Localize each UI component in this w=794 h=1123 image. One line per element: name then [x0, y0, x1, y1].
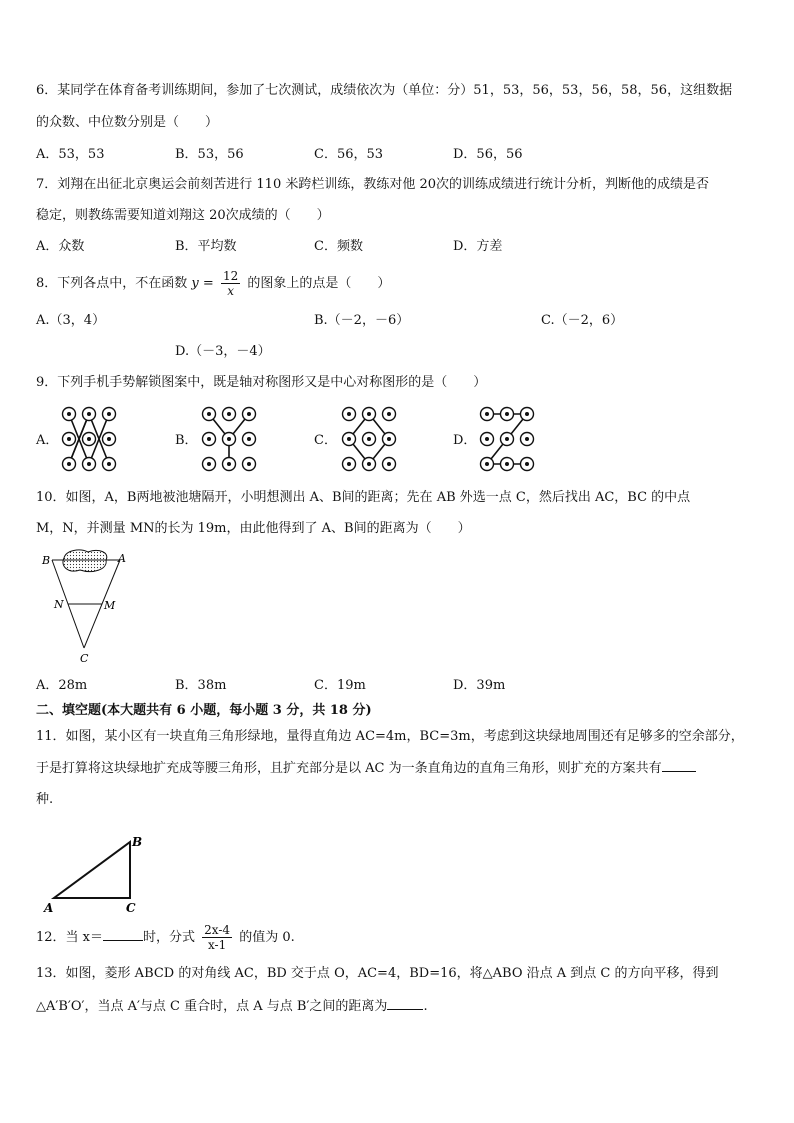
- lock-dot-center: [227, 462, 231, 466]
- lock-dot-center: [485, 462, 489, 466]
- q11-answer-blank[interactable]: [662, 759, 696, 772]
- q8-option-d: D.（－3，－4）: [175, 344, 271, 359]
- lock-dot-center: [525, 437, 529, 441]
- q8-func-y: y: [191, 276, 199, 291]
- lock-dot-center: [107, 462, 111, 466]
- q13-stem-line1: 13．如图，菱形 ABCD 的对角线 AC，BD 交于点 O，AC=4，BD=16，将△ABO 沿点 A 到点 C 的方向平移，得到: [36, 966, 719, 981]
- q7-stem-line1: 7．刘翔在出征北京奥运会前刻苦进行 110 米跨栏训练，教练对他 20次的训练成绩进行统计分析，判断他的成绩是否: [36, 177, 710, 192]
- q11-stem-line1: 11．如图，某小区有一块直角三角形绿地，量得直角边 AC=4m，BC=3m，考虑到这块绿地周围还有足够多的空余部分，: [36, 729, 744, 744]
- lock-dot-center: [227, 437, 231, 441]
- q9-pattern-c: [340, 404, 398, 472]
- q8-option-b: B.（－2，－6）: [314, 313, 410, 328]
- q10-stem-line2: M，N，并测量 MN的长为 19m，由此他得到了 A、B间的距离为（ ）: [36, 521, 471, 536]
- q10-option-b: B．38m: [175, 678, 227, 693]
- q11-triangle-figure: [40, 832, 160, 916]
- q11-stem-line2: [36, 759, 696, 778]
- q12-frac-den: x-1: [207, 938, 227, 952]
- q6-option-c: C．56，53: [314, 147, 384, 162]
- q6-option-d: D．56，56: [453, 147, 523, 162]
- lock-dot-center: [247, 412, 251, 416]
- q10-label-a: A: [118, 552, 126, 565]
- lock-dot-center: [207, 412, 211, 416]
- q12-suffix: 的值为 0.: [239, 930, 295, 945]
- q13-line2-text: △A′B′O′，当点 A′与点 C 重合时，点 A 与点 B′之间的距离为: [36, 999, 388, 1014]
- lock-dot-center: [525, 412, 529, 416]
- q9-option-d: D．: [453, 433, 477, 448]
- q8-frac-num: 12: [222, 269, 239, 283]
- q8-prefix: 8．下列各点中，不在函数: [36, 276, 188, 291]
- lock-dot-center: [107, 437, 111, 441]
- q10-option-c: C．19m: [314, 678, 366, 693]
- q8-option-a: A.（3，4）: [36, 313, 106, 328]
- lock-dot-center: [367, 437, 371, 441]
- lock-dot-center: [67, 412, 71, 416]
- q10-label-b: B: [42, 554, 51, 567]
- q7-option-d: D．方差: [453, 239, 503, 254]
- q7-option-b: B．平均数: [175, 239, 237, 254]
- lock-dot-center: [347, 412, 351, 416]
- section2-title: 二、填空题(本大题共有 6 小题，每小题 3 分，共 18 分): [36, 703, 372, 718]
- lock-dot-center: [67, 437, 71, 441]
- q9-option-a: A．: [36, 433, 59, 448]
- q11-line2-text: 于是打算将这块绿地扩充成等腰三角形，且扩充部分是以 AC 为一条直角边的直角三角形，则扩充的方案共有: [36, 761, 662, 776]
- q12-stem: [36, 920, 295, 956]
- lock-dot-center: [107, 412, 111, 416]
- lock-dot-center: [87, 412, 91, 416]
- lock-dot-center: [247, 462, 251, 466]
- q13-line2-suffix: .: [423, 999, 428, 1014]
- lock-dot-center: [227, 412, 231, 416]
- lock-dot-center: [347, 462, 351, 466]
- q12-fraction: [202, 923, 232, 952]
- q13-answer-blank[interactable]: [387, 997, 423, 1010]
- lock-dot-center: [87, 462, 91, 466]
- lock-dot-center: [387, 462, 391, 466]
- q8-option-c: C.（－2，6）: [541, 313, 624, 328]
- q9-option-b: B．: [175, 433, 198, 448]
- q11-label-a: A: [44, 901, 54, 915]
- lock-dot-center: [525, 462, 529, 466]
- q10-stem-line1: 10．如图，A，B两地被池塘隔开，小明想测出 A、B间的距离；先在 AB 外选一点 C，然后找出 AC，BC 的中点: [36, 490, 691, 505]
- q10-option-d: D．39m: [453, 678, 506, 693]
- q7-stem-line2: 稳定，则教练需要知道刘翔这 20次成绩的（ ）: [36, 208, 330, 223]
- q8-suffix: 的图象上的点是（ ）: [247, 276, 391, 291]
- q11-label-c: C: [126, 901, 136, 915]
- q6-option-a: A．53，53: [36, 147, 105, 162]
- q9-stem: 9．下列手机手势解锁图案中，既是轴对称图形又是中心对称图形的是（ ）: [36, 375, 487, 390]
- lock-dot-center: [87, 437, 91, 441]
- lock-dot-center: [367, 462, 371, 466]
- lock-dot-center: [207, 437, 211, 441]
- lock-dot-center: [367, 412, 371, 416]
- lock-dot-center: [387, 412, 391, 416]
- q10-option-a: A．28m: [36, 678, 88, 693]
- q9-option-c: C．: [314, 433, 337, 448]
- q12-answer-blank[interactable]: [103, 928, 143, 941]
- lock-dot-center: [67, 462, 71, 466]
- q11-stem-line3: 种.: [36, 792, 54, 807]
- q13-stem-line2: [36, 997, 428, 1016]
- q10-pond-figure: [36, 548, 136, 668]
- q7-option-a: A．众数: [36, 239, 85, 254]
- q7-option-c: C．频数: [314, 239, 363, 254]
- q11-label-b: B: [132, 835, 143, 849]
- q9-pattern-a: [60, 404, 118, 472]
- q12-prefix: 12．当 x＝: [36, 930, 104, 945]
- lock-dot-center: [347, 437, 351, 441]
- lock-dot-center: [387, 437, 391, 441]
- lock-dot-center: [505, 462, 509, 466]
- lock-dot-center: [485, 437, 489, 441]
- lock-dot-center: [505, 437, 509, 441]
- q10-label-m: M: [104, 599, 116, 612]
- lock-dot-center: [485, 412, 489, 416]
- q10-label-c: C: [80, 652, 89, 665]
- q8-func-eq: =: [202, 276, 214, 291]
- q12-middle: 时，分式: [143, 930, 196, 945]
- q6-option-b: B．53，56: [175, 147, 244, 162]
- q10-label-n: N: [54, 598, 64, 611]
- lock-dot-center: [247, 437, 251, 441]
- q8-stem: [36, 266, 390, 302]
- pond-shape: [63, 550, 107, 572]
- lock-dot-center: [207, 462, 211, 466]
- q8-frac-den: x: [227, 284, 234, 298]
- q9-pattern-b: [200, 404, 258, 472]
- q9-pattern-d: [478, 404, 536, 472]
- lock-dot-center: [505, 412, 509, 416]
- q6-stem-line2: 的众数、中位数分别是（ ）: [36, 115, 219, 130]
- q8-fraction: [221, 269, 240, 298]
- q12-frac-num: 2x-4: [204, 923, 231, 937]
- q6-stem-line1: 6．某同学在体育备考训练期间，参加了七次测试，成绩依次为（单位：分）51，53，56，53，56，58，56，这组数据: [36, 83, 733, 98]
